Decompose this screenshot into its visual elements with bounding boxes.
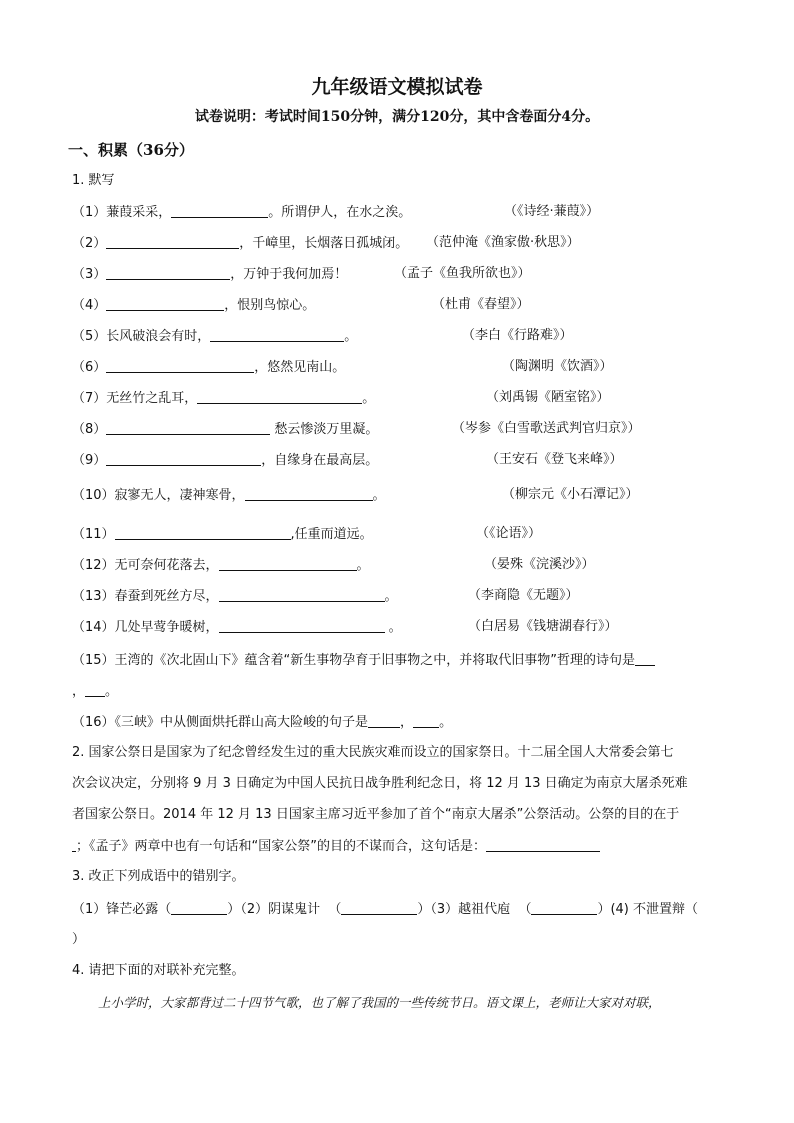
- answer-blank[interactable]: [106, 296, 224, 311]
- source-note: （李商隐《无题》）: [468, 588, 579, 603]
- answer-blank[interactable]: [245, 486, 373, 501]
- source-note: （白居易《钱塘湖春行》）: [468, 619, 618, 634]
- answer-blank[interactable]: [106, 265, 230, 280]
- answer-blank[interactable]: [219, 556, 357, 571]
- answer-blank[interactable]: [106, 358, 254, 373]
- answer-blank[interactable]: [219, 587, 385, 602]
- answer-blank[interactable]: [171, 900, 227, 915]
- dictation-item: （3） ，万钟于我何加焉！: [72, 267, 348, 282]
- q3-label: 3. 改正下列成语中的错别字。: [72, 869, 245, 884]
- answer-blank[interactable]: [635, 651, 655, 666]
- q4-text: 上小学时，大家都背过二十四节气歌，也了解了我国的一些传统节日。语文课上，老师让大家对对联，: [98, 995, 661, 1010]
- q16-line: （16）《三峡》中从侧面烘托群山高大险峻的句子是 ， 。: [72, 715, 453, 730]
- answer-blank[interactable]: [341, 900, 417, 915]
- answer-blank[interactable]: [413, 713, 439, 728]
- q3-items: （1）锋芒必露（ ）（2）阴谋鬼计 （ ）（3）越祖代庖 （ ）(4) 不泄置辩（: [72, 902, 699, 917]
- dictation-item: （9） ，自缘身在最高层。: [72, 453, 379, 468]
- dictation-item: （11） ,任重而道远。: [72, 527, 373, 542]
- answer-blank[interactable]: [85, 682, 105, 697]
- dictation-item: （14）几处早莺争暖树， 。: [72, 620, 402, 635]
- dictation-item: （10）寂寥无人，凄神寒骨， 。: [72, 488, 386, 503]
- source-note: （晏殊《浣溪沙》）: [484, 557, 595, 572]
- answer-blank[interactable]: [486, 837, 600, 852]
- q3-close: ）: [72, 932, 86, 947]
- dictation-item: （2） ，千嶂里，长烟落日孤城闭。: [72, 236, 409, 251]
- source-note: （陶渊明《饮酒》）: [502, 359, 613, 374]
- source-note: （刘禹锡《陋室铭》）: [486, 390, 610, 405]
- answer-blank[interactable]: [368, 713, 400, 728]
- source-note: （孟子《鱼我所欲也》）: [394, 266, 531, 281]
- answer-blank[interactable]: [219, 618, 385, 633]
- answer-blank[interactable]: [106, 420, 270, 435]
- answer-blank[interactable]: [171, 203, 268, 218]
- answer-blank[interactable]: [210, 327, 344, 342]
- answer-blank[interactable]: [531, 900, 597, 915]
- source-note: （《论语》）: [476, 526, 542, 541]
- source-note: （岑参《白雪歌送武判官归京》）: [452, 421, 641, 436]
- q15-line2: ， 。: [72, 684, 119, 699]
- dictation-item: （7）无丝竹之乱耳， 。: [72, 391, 376, 406]
- section-heading: 一、积累（36分）: [68, 141, 194, 159]
- exam-title: 九年级语文模拟试卷: [311, 76, 483, 98]
- q1-label: 1. 默写: [72, 173, 115, 188]
- dictation-item: （13）春蚕到死丝方尽， 。: [72, 589, 398, 604]
- answer-blank[interactable]: [106, 451, 261, 466]
- dictation-item: （5）长风破浪会有时， 。: [72, 329, 358, 344]
- source-note: （范仲淹《渔家傲·秋思》）: [426, 235, 580, 250]
- dictation-item: （12）无可奈何花落去， 。: [72, 558, 370, 573]
- source-note: （王安石《登飞来峰》）: [486, 452, 623, 467]
- dictation-item: （8） 愁云惨淡万里凝。: [72, 422, 379, 437]
- q4-label: 4. 请把下面的对联补充完整。: [72, 963, 245, 978]
- q2-line2: 次会议决定，分别将 9 月 3 日确定为中国人民抗日战争胜利纪念日，将 12 月 13 日确定为南京大屠杀死难: [72, 776, 688, 791]
- dictation-item: （1）蒹葭采采， 。所谓伊人，在水之涘。: [72, 205, 412, 220]
- source-note: （《诗经·蒹葭》）: [504, 204, 600, 219]
- source-note: （柳宗元《小石潭记》）: [502, 487, 639, 502]
- answer-blank[interactable]: [106, 234, 239, 249]
- answer-blank[interactable]: [197, 389, 362, 404]
- q2-line4: ；《孟子》两章中也有一句话和“国家公祭”的目的不谋而合，这句话是：: [72, 837, 724, 856]
- dictation-item: （6） ，悠然见南山。: [72, 360, 346, 375]
- q2-line3: 者国家公祭日。2014 年 12 月 13 日国家主席习近平参加了首个“南京大屠杀”公祭活动。公祭的目的在于: [72, 807, 680, 822]
- source-note: （李白《行路难》）: [462, 328, 573, 343]
- exam-note: 试卷说明：考试时间150分钟，满分120分，其中含卷面分4分。: [194, 109, 600, 125]
- source-note: （杜甫《春望》）: [432, 297, 530, 312]
- dictation-item: （4） ，恨别鸟惊心。: [72, 298, 316, 313]
- q15-line1: （15）王湾的《次北固山下》蕴含着“新生事物孕育于旧事物之中，并将取代旧事物”哲理的诗句是: [72, 651, 655, 670]
- answer-blank[interactable]: [115, 525, 291, 540]
- q2-line1: 2. 国家公祭日是国家为了纪念曾经发生过的重大民族灾难而设立的国家祭日。十二届全国人大常委会第七: [72, 745, 674, 760]
